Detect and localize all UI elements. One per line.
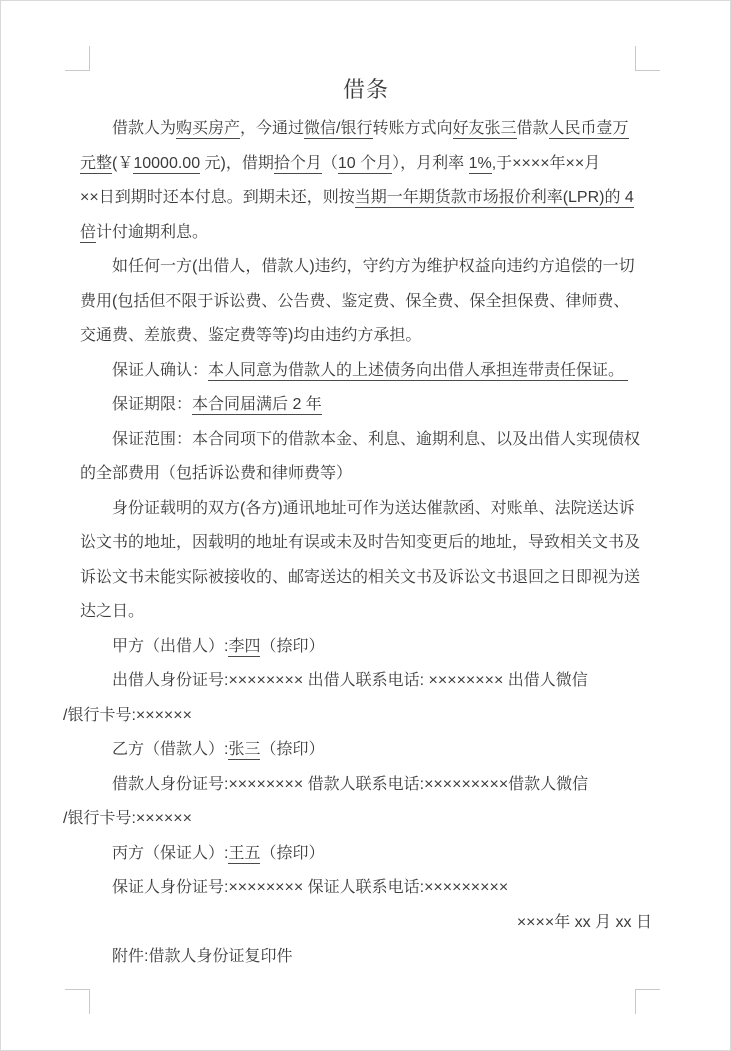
text-segment: 元)，借期 [200, 154, 274, 172]
document-body [63, 112, 652, 975]
text-segment: 借款人身份证号:×××××××× 借款人联系电话:×××××××××借款人微信 [112, 775, 589, 793]
filled-blank: 1% [468, 154, 492, 172]
filled-blank: 元整 [80, 154, 113, 172]
text-segment: 借款 [516, 120, 549, 137]
text-segment: 甲方（出借人）: [112, 637, 229, 655]
text-segment: 计付逾期利息。 [96, 223, 209, 241]
lender-card-line [63, 699, 652, 734]
text-segment: (￥ [112, 154, 134, 172]
attachment-line [80, 940, 652, 975]
text-segment: （捺印） [260, 741, 325, 758]
text-segment: ，今通过 [240, 120, 305, 137]
filled-blank: 10000.00 [133, 154, 201, 172]
filled-blank: 人民币壹万 [548, 120, 629, 137]
text-segment: 转账方式向 [372, 120, 453, 137]
borrower-card-line [63, 802, 652, 837]
document-title: 借条 [342, 77, 389, 102]
text-segment: ××日到期时还本付息。到期未还，则按 [80, 189, 355, 206]
filled-blank: 本合同届满后 2 年 [192, 396, 322, 413]
crop-mark-bottom-right [635, 989, 660, 1014]
guarantee-scope-line2 [80, 457, 652, 492]
text-segment: 费用(包括但不限于诉讼费、公告费、鉴定费、保全费、保全担保费、律师费、 [80, 292, 630, 310]
guarantee-term-line [80, 388, 652, 423]
text-segment: 的全部费用（包括诉讼费和律师费等） [80, 465, 353, 482]
text-segment: 诉讼文书未能实际被接收的、邮寄送达的相关文书及诉讼文书退回之日即视为送 [80, 568, 641, 586]
text-segment: /银行卡号:×××××× [63, 706, 192, 724]
filled-blank: 当期一年期货款市场报价利率(LPR)的 4 [354, 189, 634, 206]
text-segment: 如任何一方(出借人，借款人)违约，守约方为维护权益向违约方追偿的一切 [112, 258, 635, 275]
text-segment: （捺印） [260, 637, 325, 655]
crop-mark-bottom-left [65, 989, 90, 1014]
filled-blank: 倍 [80, 223, 97, 241]
para-loan-line1 [80, 112, 652, 147]
text-segment: ,于××××年××月 [491, 154, 601, 172]
text-segment: 乙方（借款人）: [112, 741, 229, 758]
guarantor-info-line [80, 871, 652, 906]
text-segment: ××××年 xx 月 xx 日 [516, 913, 652, 931]
text-segment: 保证期限： [112, 396, 193, 413]
text-segment: 身份证载明的双方(各方)通讯地址可作为送达催款函、对账单、法院送达诉 [112, 499, 635, 517]
filled-blank: 拾个月 [273, 154, 322, 172]
text-segment: 借款人为 [112, 120, 177, 137]
para-loan-line2 [80, 147, 652, 182]
para-breach-line1 [80, 250, 652, 285]
filled-blank: 微信/银行 [304, 120, 373, 137]
para-address-line2 [80, 526, 652, 561]
text-segment: 保证人确认： [112, 361, 209, 379]
crop-mark-top-left [65, 46, 90, 71]
para-breach-line2 [80, 285, 652, 320]
filled-blank: 好友张三 [452, 120, 517, 137]
text-segment: ），月利率 [392, 154, 469, 172]
filled-blank: 购买房产 [176, 120, 241, 137]
filled-blank: 张三 [228, 741, 261, 758]
text-segment: 交通费、差旅费、鉴定费等等)均由违约方承担。 [80, 327, 422, 344]
para-loan-line3 [80, 181, 652, 216]
borrower-info-line [80, 768, 652, 803]
date-line [80, 906, 652, 941]
text-segment: 达之日。 [80, 603, 145, 620]
party-b-line [80, 733, 652, 768]
lender-info-line [80, 664, 652, 699]
text-segment: 附件:借款人身份证复印件 [112, 948, 293, 965]
filled-blank: 李四 [228, 637, 261, 655]
text-segment: 讼文书的地址，因载明的地址有误或未及时告知变更后的地址，导致相关文书及 [80, 534, 641, 551]
filled-blank: 10 个月 [337, 154, 393, 172]
party-c-line [80, 837, 652, 872]
filled-blank: 本人同意为借款人的上述债务向出借人承担连带责任保证。 [208, 361, 629, 379]
text-segment: （ [321, 154, 338, 172]
text-segment: 保证人身份证号:×××××××× 保证人联系电话:××××××××× [112, 879, 509, 896]
crop-mark-top-right [635, 46, 660, 71]
guarantor-confirm-line [80, 354, 652, 389]
text-segment: 丙方（保证人）: [112, 844, 229, 862]
para-address-line1 [80, 492, 652, 527]
text-segment: 出借人身份证号:×××××××× 出借人联系电话: ×××××××× 出借人微信 [112, 672, 588, 689]
para-breach-line3 [80, 319, 652, 354]
text-segment: 保证范围：本合同项下的借款本金、利息、逾期利息、以及出借人实现债权 [112, 430, 641, 448]
text-segment: /银行卡号:×××××× [63, 810, 192, 827]
para-address-line3 [80, 561, 652, 596]
filled-blank: 王五 [228, 844, 261, 862]
para-address-line4 [80, 595, 652, 630]
text-segment: （捺印） [260, 844, 325, 862]
para-loan-line4 [80, 216, 652, 251]
guarantee-scope-line1 [80, 423, 652, 458]
party-a-line [80, 630, 652, 665]
